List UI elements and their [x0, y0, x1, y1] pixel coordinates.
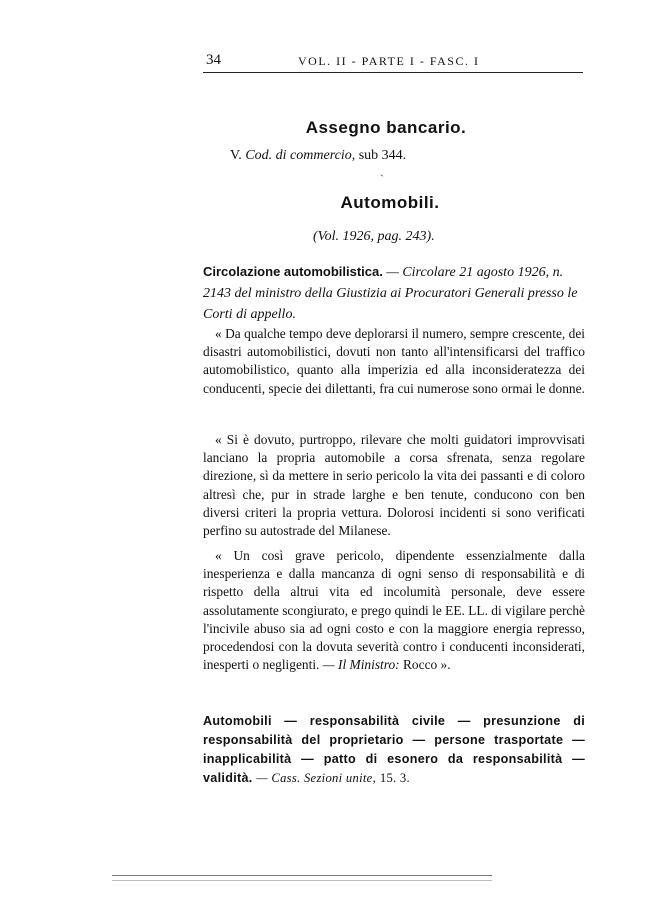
footer-rule-faint: [112, 880, 492, 881]
circular-label: Circolazione automobilistica.: [203, 264, 383, 279]
citation-date: 15. 3.: [379, 771, 410, 785]
headnote-text: Automobili — responsabilità civile — presunzione di responsabilità del proprietario — persone trasportate — inapplicabilità — patto di esonero da responsabilità — validità.: [203, 714, 585, 785]
cross-reference-code: Cod. di commercio,: [245, 148, 356, 163]
running-head: VOL. II - PARTE I - FASC. I: [298, 54, 480, 68]
body-paragraph-2: « Si è dovuto, purtroppo, rilevare che molti guidatori improvvisati lanciano la propria automobile a corsa sfrenata, senza regolare direzione, sì da mettere in serio pericolo la vita dei passanti e di coloro altresì che, pur in strade larghe e ben tenute, conducono con ben diversi criteri la propria vettura. Dolorosi incidenti si sono verificati perfino su autostrade del Milanese.: [203, 432, 585, 539]
circular-heading: [203, 261, 583, 325]
page-header: [203, 50, 583, 73]
cross-reference-article: sub 344.: [358, 148, 407, 163]
cross-reference-prefix: V.: [230, 148, 242, 163]
minister-signature: — Il Ministro:: [322, 657, 400, 673]
volume-reference: (Vol. 1926, pag. 243).: [313, 229, 435, 244]
circular-description: — Circolare 21 agosto 1926, n. 2143 del ministro della Giustizia ai Procuratori Generali presso le Corti di appello.: [203, 265, 578, 322]
minister-name: Rocco ».: [403, 657, 451, 673]
section-title-automobili: Automobili.: [340, 193, 440, 212]
section-title-assegno: Assegno bancario.: [305, 118, 467, 137]
court-citation: — Cass. Sezioni unite,: [256, 771, 377, 785]
body-paragraph-1: « Da qualche tempo deve deplorarsi il numero, sempre crescente, dei disastri automobilistici, dovuti non tanto all'intensificarsi del traffico automobilistico, quanto alla imperizia ed alla inconsideratezza dei conducenti, specie dei dilettanti, fra cui numerose sono ormai le donne.: [203, 326, 585, 396]
page-number: 34: [206, 52, 221, 68]
cross-reference-codice: [230, 148, 406, 164]
stray-mark: `: [380, 172, 384, 186]
body-paragraph-3: [203, 547, 585, 674]
footer-rule: [112, 875, 492, 876]
body-paragraph-3-text: « Un così grave pericolo, dipendente essenzialmente dalla inesperienza e dalla mancanza di ogni senso di responsabilità e di rispetto della altrui vita ed incolumità personale, deve essere assolutamente scongiurato, e prego quindi le EE. LL. di vigilare perchè l'incivile abuso sia ad ogni costo e con la maggiore energia represso, procedendosi con la dovuta severità contro i conducenti inconsiderati, inesperti o negligenti.: [203, 548, 585, 673]
case-headnote: [203, 712, 585, 788]
